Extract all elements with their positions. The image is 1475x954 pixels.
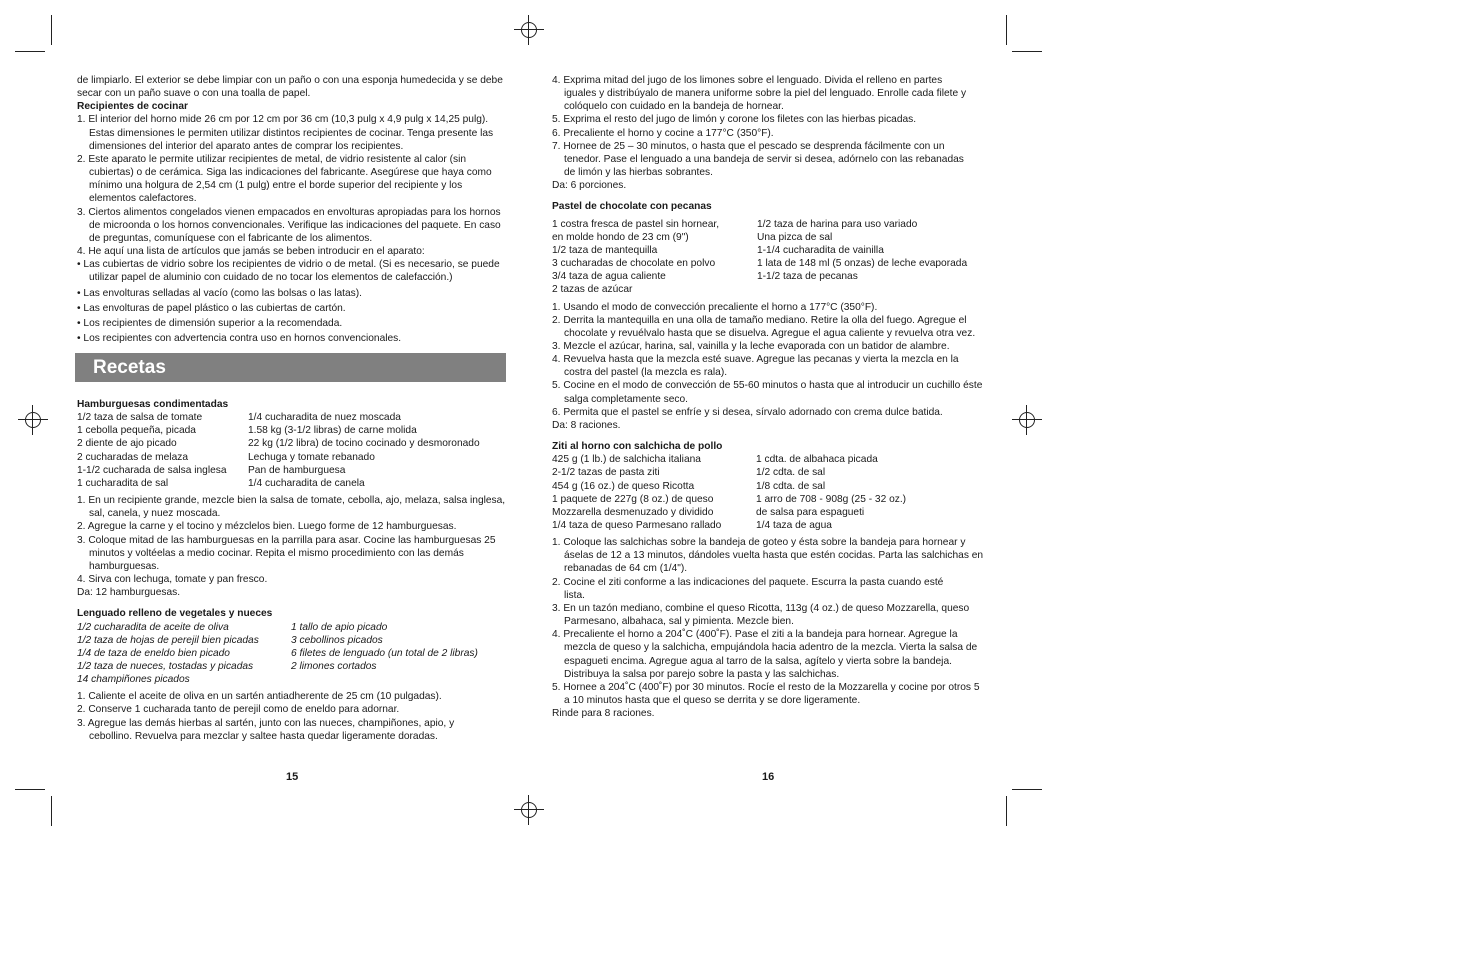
- left-page-top: [77, 74, 509, 345]
- ingredient: 1 tallo de apio picado: [291, 621, 388, 633]
- ingredient: 1/4 taza de agua: [756, 520, 832, 531]
- bullet-item: • Las envolturas selladas al vacío (como las bolsas o las latas).: [77, 287, 362, 299]
- yield-pastel: Da: 8 raciones.: [552, 419, 621, 431]
- bullet-item: • Las envolturas de papel plástico o las cubiertas de cartón.: [77, 302, 346, 314]
- ingredient: 6 filetes de lenguado (un total de 2 libras): [291, 647, 478, 659]
- ingredient: [757, 283, 984, 296]
- ingredient: Una pizca de sal: [757, 231, 833, 243]
- step-item: 3. Mezcle el azúcar, harina, sal, vainilla y la leche evaporada con un batidor de alambre.: [552, 340, 950, 352]
- ingredient: 14 champiñones picados: [77, 674, 190, 686]
- step-item: 7. Hornee de 25 – 30 minutos, o hasta que el pescado se desprenda fácilmente con un tenedor. Pase el lenguado a una bandeja de servir si desea, adórnelo con las rebanadas de limón y las hierbas sobrantes.: [552, 140, 964, 179]
- yield-ziti: Rinde para 8 raciones.: [552, 708, 655, 720]
- page-number-left: 15: [286, 771, 299, 783]
- recipientes-list: [77, 113, 509, 258]
- left-page-recipes: [77, 398, 509, 743]
- ingredient: 1 cdta. de albahaca picada: [756, 454, 878, 466]
- ingredient: 1 arro de 708 - 908g (25 - 32 oz.): [756, 493, 907, 505]
- step-item: 3. Coloque mitad de las hamburguesas en la parrilla para asar. Cocine las hamburguesas 25 minutos y voltéelas a medio cocinar. Repita el mismo procedimiento con las demás hamburguesas.: [77, 534, 496, 572]
- ingredient: Pan de hamburguesa: [248, 464, 346, 476]
- ingredient: 1/2 taza de harina para uso variado: [757, 218, 918, 230]
- step-item: 1. Caliente el aceite de oliva en un sartén antiadherente de 25 cm (10 pulgadas).: [77, 691, 442, 703]
- list-item: 1. El interior del horno mide 26 cm por 12 cm por 36 cm (10,3 pulg x 4,9 pulg x 14,25 pulg). Estas dimensiones le permiten utilizar distintos recipientes de cocinar. Tenga presente las dimensiones del interior del aparato antes de comprar los recipientes.: [77, 114, 494, 152]
- ingredient: 1/4 de taza de eneldo bien picado: [77, 647, 230, 659]
- ingredient: 1 cucharadita de sal: [77, 477, 169, 489]
- bullet-item: • Los recipientes de dimensión superior a la recomendada.: [77, 317, 343, 329]
- crop-mark: [1012, 51, 1042, 52]
- list-item: 2. Este aparato le permite utilizar recipientes de metal, de vidrio resistente al calor (sin cubiertas) o de cerámica. Siga las indicaciones del fabricante. Asegúrese que haya como mínimo una holgura de 2,54 cm (1 pulg) entre el borde superior del recipiente y los elementos calefactores.: [77, 153, 492, 205]
- section-title-recipientes: Recipientes de cocinar: [77, 101, 188, 113]
- crop-mark: [1006, 15, 1007, 45]
- ingredients-pastel: [552, 218, 984, 297]
- ingredients-lenguado: [77, 621, 509, 687]
- registration-mark-icon: [1012, 405, 1042, 435]
- ingredient: 425 g (1 lb.) de salchicha italiana: [552, 454, 701, 466]
- ingredient: 1/2 taza de nueces, tostadas y picadas: [77, 660, 254, 672]
- right-page: [552, 74, 984, 720]
- step-item: 5. Hornee a 204˚C (400˚F) por 30 minutos. Rocíe el resto de la Mozzarella y cocine por otros 5 a 10 minutos hasta que el queso se derrita y se dore ligeramente.: [552, 681, 980, 707]
- step-item: 3. En un tazón mediano, combine el queso Ricotta, 113g (4 oz.) de queso Mozzarella, queso Parmesano, albahaca, sal y pimienta. Mezcle bien.: [552, 602, 970, 628]
- ingredient: Mozzarella desmenuzado y dividido: [552, 506, 714, 518]
- ingredient: 1 lata de 148 ml (5 onzas) de leche evaporada: [757, 258, 968, 270]
- ingredient: en molde hondo de 23 cm (9"): [552, 231, 689, 243]
- ingredient: Lechuga y tomate rebanado: [248, 451, 375, 463]
- bullet-list: [77, 258, 509, 345]
- step-item: 2. Cocine el ziti conforme a las indicaciones del paquete. Escurra la pasta cuando esté lista.: [552, 576, 944, 601]
- step-item: 4. Sirva con lechuga, tomate y pan fresco.: [77, 574, 268, 586]
- ingredient: 2-1/2 tazas de pasta ziti: [552, 467, 660, 479]
- ingredient: 1 costra fresca de pastel sin hornear,: [552, 218, 720, 230]
- step-item: 1. Coloque las salchichas sobre la bandeja de goteo y ésta sobre la bandeja para hornear y áselas de 12 a 13 minutos, dándoles vuelta hasta que estén cocidas. Parta las salchichas en rebanadas de 64 cm (1/4").: [552, 537, 984, 575]
- intro-paragraph: de limpiarlo. El exterior se debe limpiar con un paño o con una esponja humedecida y se debe secar con un paño suave o con una toalla de papel.: [77, 75, 503, 100]
- yield-hamburguesas: Da: 12 hamburguesas.: [77, 587, 181, 599]
- step-item: 2. Conserve 1 cucharada tanto de perejil como de eneldo para adornar.: [77, 704, 400, 716]
- ingredient: 1/8 cdta. de sal: [756, 480, 826, 492]
- ingredient: 454 g (16 oz.) de queso Ricotta: [552, 480, 695, 492]
- recipe-title-pastel: Pastel de chocolate con pecanas: [552, 201, 712, 213]
- ingredient: 22 kg (1/2 libra) de tocino cocinado y desmoronado: [248, 438, 480, 450]
- step-item: 1. Usando el modo de convección precaliente el horno a 177°C (350°F).: [552, 301, 878, 313]
- step-item: 6. Permita que el pastel se enfríe y si desea, sírvalo adornado con crema dulce batida.: [552, 406, 943, 418]
- crop-mark: [15, 789, 45, 790]
- step-item: 6. Precaliente el horno y cocine a 177°C (350°F).: [552, 127, 774, 139]
- steps-pastel: [552, 301, 984, 419]
- crop-mark: [51, 15, 52, 45]
- registration-mark-icon: [514, 795, 544, 825]
- registration-mark-icon: [18, 405, 48, 435]
- ingredient: 3 cucharadas de chocolate en polvo: [552, 258, 716, 270]
- steps-lenguado: [77, 690, 509, 743]
- page-number-right: 16: [762, 771, 775, 783]
- ingredient: 2 limones cortados: [291, 660, 377, 672]
- bullet-item: • Las cubiertas de vidrio sobre los recipientes de vidrio o de metal. (Si es necesario, se puede utilizar papel de aluminio con cuidado de no tocar los elementos de calefacción.): [77, 259, 500, 284]
- ingredient: 1/2 cdta. de sal: [756, 467, 826, 479]
- ingredient: 3 cebollinos picados: [291, 634, 383, 646]
- ingredient: 1.58 kg (3-1/2 libras) de carne molida: [248, 425, 417, 437]
- ingredient: 1 cebolla pequeña, picada: [77, 425, 196, 437]
- ingredient: 1 paquete de 227g (8 oz.) de queso: [552, 493, 714, 505]
- list-item: 4. He aquí una lista de artículos que jamás se beben introducir en el aparato:: [77, 246, 425, 258]
- ingredient: 1/2 taza de hojas de perejil bien picadas: [77, 634, 259, 646]
- ingredient: 2 cucharadas de melaza: [77, 451, 188, 463]
- crop-mark: [1006, 796, 1007, 826]
- ingredient: 2 tazas de azúcar: [552, 284, 633, 296]
- crop-mark: [15, 51, 45, 52]
- ingredients-ziti: [552, 453, 984, 532]
- crop-mark: [1012, 789, 1042, 790]
- steps-ziti: [552, 536, 984, 707]
- ingredient: 1/2 cucharadita de aceite de oliva: [77, 621, 229, 633]
- step-item: 5. Cocine en el modo de convección de 55-60 minutos o hasta que al introducir un cuchillo éste salga completamente seco.: [552, 380, 983, 405]
- step-item: 3. Agregue las demás hierbas al sartén, junto con las nueces, champiñones, apio, y cebollino. Revuelva para mezclar y saltee hasta quedar ligeramente doradas.: [77, 717, 455, 742]
- recetas-banner: Recetas: [75, 353, 506, 382]
- ingredient: de salsa para espagueti: [756, 506, 865, 518]
- registration-mark-icon: [514, 15, 544, 45]
- step-item: 4. Precaliente el horno a 204˚C (400˚F). Pase el ziti a la bandeja para hornear. Agregue la mezcla de queso y la salchicha, empujándola hacia adentro de la mezcla. Vierta la salsa de espagueti encima. Agregue agua al tarro de la salsa, agítelo y vierta sobre la bandeja. Distribuya la salsa por parejo sobre la pasta y las salchichas.: [552, 629, 978, 680]
- step-item: 2. Agregue la carne y el tocino y mézclelos bien. Luego forme de 12 hamburguesas.: [77, 521, 457, 533]
- step-item: 5. Exprima el resto del jugo de limón y corone los filetes con las hierbas picadas.: [552, 114, 917, 126]
- ingredient: 1-1/2 taza de pecanas: [757, 271, 858, 283]
- ingredient: 1/4 cucharadita de nuez moscada: [248, 412, 401, 424]
- ingredients-hamburguesas: [77, 411, 509, 490]
- step-item: 2. Derrita la mantequilla en una olla de tamaño mediano. Retire la olla del fuego. Agregue el chocolate y revuélvalo hasta que se disuelva. Agregue el agua caliente y revuelva otra vez.: [552, 314, 976, 339]
- yield-lenguado: Da: 6 porciones.: [552, 180, 627, 192]
- ingredient: 1/2 taza de salsa de tomate: [77, 412, 203, 424]
- ingredient: 1-1/2 cucharada de salsa inglesa: [77, 464, 227, 476]
- steps-hamburguesas: [77, 494, 509, 586]
- ingredient: 1/4 taza de queso Parmesano rallado: [552, 520, 722, 531]
- ingredient: [291, 673, 509, 686]
- ingredient: 3/4 taza de agua caliente: [552, 271, 666, 283]
- bullet-item: • Los recipientes con advertencia contra uso en hornos convencionales.: [77, 332, 402, 344]
- steps-lenguado-cont: [552, 74, 984, 179]
- ingredient: 2 diente de ajo picado: [77, 438, 177, 450]
- ingredient: 1/4 cucharadita de canela: [248, 477, 365, 489]
- ingredient: 1/2 taza de mantequilla: [552, 244, 658, 256]
- recipe-title-ziti: Ziti al horno con salchicha de pollo: [552, 441, 723, 453]
- recipe-title-lenguado: Lenguado relleno de vegetales y nueces: [77, 608, 273, 620]
- ingredient: 1-1/4 cucharadita de vainilla: [757, 244, 884, 256]
- step-item: 1. En un recipiente grande, mezcle bien la salsa de tomate, cebolla, ajo, melaza, salsa inglesa, sal, canela, y nuez moscada.: [77, 495, 506, 520]
- crop-mark: [51, 796, 52, 826]
- list-item: 3. Ciertos alimentos congelados vienen empacados en envolturas apropiadas para los hornos de microonda o los hornos convencionales. Verifique las indicaciones del paquete. En caso de preguntas, comuníquese con el fabricante de los alimentos.: [77, 206, 501, 244]
- step-item: 4. Exprima mitad del jugo de los limones sobre el lenguado. Divida el relleno en partes iguales y distribúyalo de manera uniforme sobre la piel del lenguado. Enrolle cada filete y colóquelo con cuidado en la bandeja de hornear.: [552, 75, 967, 113]
- step-item: 4. Revuelva hasta que la mezcla esté suave. Agregue las pecanas y vierta la mezcla en la costra del pastel (la mezcla es rala).: [552, 354, 959, 379]
- recipe-title-hamburguesas: Hamburguesas condimentadas: [77, 399, 229, 410]
